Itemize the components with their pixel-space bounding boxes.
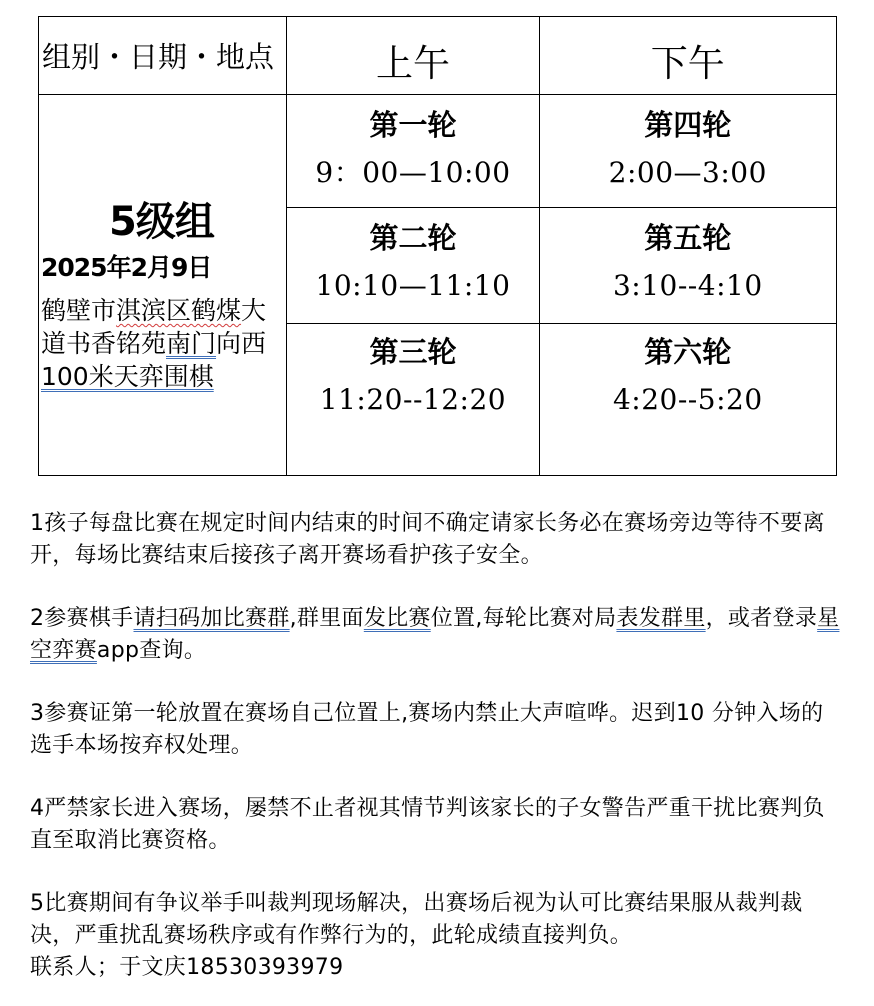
- venue-text: 大道书香铭苑: [41, 296, 267, 358]
- round-cell: [539, 95, 836, 208]
- note-text: 星空弈赛: [30, 606, 840, 663]
- round-cell: [287, 208, 539, 324]
- note-1: 1孩子每盘比赛在规定时间内结束的时间不确定请家长务必在赛场旁边等待不要离开，每场比赛结束后接孩子离开赛场看护孩子安全。: [30, 511, 825, 568]
- round-cell: [287, 324, 539, 476]
- note-text: 请扫码加比赛群: [133, 606, 290, 631]
- round-time: 2:00—3:00: [608, 156, 767, 189]
- notes-section: [30, 508, 845, 984]
- round-time: 4:20--5:20: [612, 383, 763, 416]
- header-morning: 上午: [287, 17, 539, 95]
- venue-text: 向西: [216, 329, 267, 358]
- header-group-date-place: 组别・日期・地点: [39, 17, 287, 95]
- venue-text: 淇滨区鹤煤: [116, 296, 242, 325]
- note-text: 2参赛棋手: [30, 606, 134, 631]
- note-text: ，或者登录: [705, 606, 818, 631]
- contact-info: 联系人；于文庆18530393979: [30, 955, 344, 980]
- note-2: [30, 603, 845, 667]
- round-name: 第四轮: [644, 108, 732, 142]
- round-cell: [539, 208, 836, 324]
- event-info-cell: [39, 95, 287, 476]
- venue-text: 鹤壁市: [41, 296, 117, 325]
- note-text: 表发群里: [616, 606, 706, 631]
- round-time: 3:10--4:10: [612, 269, 763, 302]
- round-time: 9：00—10:00: [315, 156, 511, 189]
- note-text: 位置,每轮比赛对局: [430, 606, 617, 631]
- table-row: [39, 95, 837, 208]
- event-venue: [41, 294, 287, 393]
- note-5: 5比赛期间有争议举手叫裁判现场解决，出赛场后视为认可比赛结果服从裁判裁决，严重扰乱赛场秩序或有作弊行为的，此轮成绩直接判负。: [30, 891, 803, 948]
- event-date: 2025年2月9日: [41, 253, 212, 282]
- note-text: ,群里面: [289, 606, 364, 631]
- round-name: 第一轮: [369, 108, 457, 142]
- table-header-row: [39, 17, 837, 95]
- round-name: 第五轮: [644, 221, 732, 255]
- venue-text: 南门: [166, 329, 217, 358]
- round-name: 第六轮: [644, 335, 732, 369]
- round-name: 第三轮: [369, 335, 457, 369]
- round-time: 11:20--12:20: [319, 383, 507, 416]
- note-text: app查询。: [96, 638, 207, 663]
- note-3: 3参赛证第一轮放置在赛场自己位置上,赛场内禁止大声喧哗。迟到10 分钟入场的选手本场按弃权处理。: [30, 701, 824, 758]
- round-time: 10:10—11:10: [315, 269, 511, 302]
- round-name: 第二轮: [369, 221, 457, 255]
- round-cell: [287, 95, 539, 208]
- note-4: 4严禁家长进入赛场，屡禁不止者视其情节判该家长的子女警告严重干扰比赛判负直至取消比赛资格。: [30, 796, 825, 853]
- note-text: 发比赛: [363, 606, 431, 631]
- venue-text: 100米天弈围棋: [41, 362, 214, 391]
- round-cell: [539, 324, 836, 476]
- header-afternoon: 下午: [539, 17, 836, 95]
- grade-label: 5级组: [109, 199, 214, 245]
- schedule-table: [38, 16, 837, 476]
